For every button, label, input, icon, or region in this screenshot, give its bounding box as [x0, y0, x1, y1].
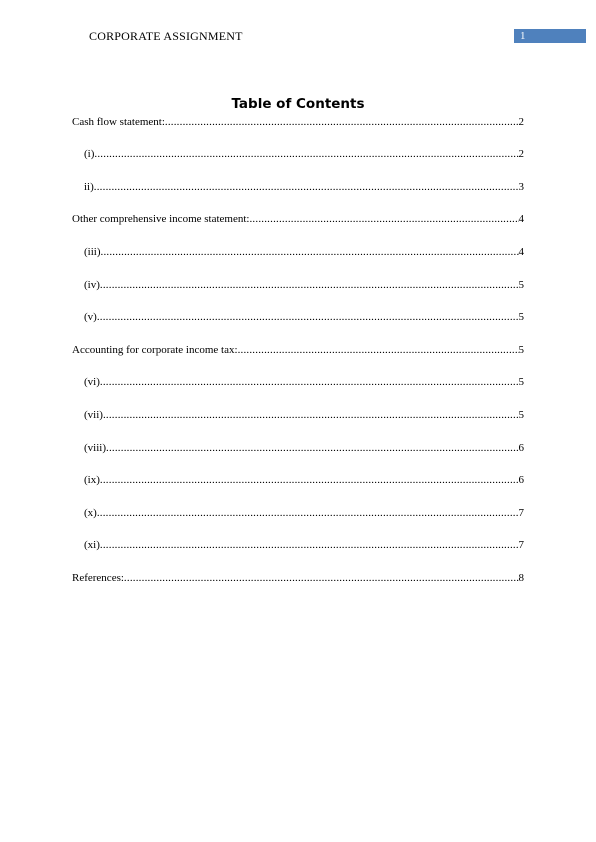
toc-leader-dots [124, 572, 519, 585]
toc-entry-label: Other comprehensive income statement: [72, 213, 250, 225]
toc-entry-label: (vi) [84, 376, 100, 388]
toc-entry-xi[interactable] [84, 539, 524, 552]
toc-entry-label: ii) [84, 181, 94, 193]
toc-entry-x[interactable] [84, 507, 524, 520]
toc-entry-label: (iv) [84, 279, 100, 291]
toc-leader-dots [238, 344, 519, 357]
toc-entry-label: References: [72, 572, 124, 584]
toc-entry-page: 3 [518, 181, 524, 193]
toc-entry-page: 7 [518, 539, 524, 551]
toc-entry-page: 5 [518, 344, 524, 356]
toc-leader-dots [97, 507, 519, 520]
toc-entry-page: 2 [518, 116, 524, 128]
toc-entry-cash-flow-statement[interactable] [72, 116, 524, 129]
toc-entry-label: (x) [84, 507, 97, 519]
toc-leader-dots [106, 442, 519, 455]
toc-leader-dots [100, 279, 519, 292]
toc-leader-dots [100, 474, 519, 487]
toc-entry-iv[interactable] [84, 279, 524, 292]
toc-entry-page: 6 [518, 442, 524, 454]
toc-entry-page: 7 [518, 507, 524, 519]
toc-leader-dots [101, 246, 519, 259]
toc-entry-other-comprehensive-income[interactable] [72, 213, 524, 226]
header-title: CORPORATE ASSIGNMENT [89, 29, 243, 43]
toc-entry-page: 5 [518, 279, 524, 291]
toc-entry-label: Cash flow statement: [72, 116, 165, 128]
toc-entry-ix[interactable] [84, 474, 524, 487]
toc-heading: Table of Contents [231, 96, 365, 112]
toc-leader-dots [103, 409, 519, 422]
toc-leader-dots [249, 213, 518, 226]
toc-leader-dots [100, 376, 519, 389]
toc-entry-page: 6 [518, 474, 524, 486]
toc-entry-iii[interactable] [84, 246, 524, 259]
toc-entry-page: 4 [518, 246, 524, 258]
toc-entry-label: (viii) [84, 442, 106, 454]
toc-leader-dots [97, 311, 519, 324]
toc-entry-viii[interactable] [84, 442, 524, 455]
toc-leader-dots [165, 116, 519, 129]
toc-entry-page: 4 [518, 213, 524, 225]
toc-leader-dots [94, 181, 519, 194]
toc-entry-ii[interactable] [84, 181, 524, 194]
toc-entry-label: (xi) [84, 539, 100, 551]
toc-entry-v[interactable] [84, 311, 524, 324]
toc-entry-label: (v) [84, 311, 97, 323]
toc-entry-page: 5 [518, 311, 524, 323]
toc-entry-label: (vii) [84, 409, 103, 421]
toc-entry-label: (i) [84, 148, 95, 160]
toc-entry-page: 5 [518, 376, 524, 388]
toc-entry-label: Accounting for corporate income tax: [72, 344, 238, 356]
toc-entry-page: 8 [518, 572, 524, 584]
toc-entry-page: 5 [518, 409, 524, 421]
toc-entry-accounting-corporate-income-tax[interactable] [72, 344, 524, 357]
page-number-badge: 1 [514, 29, 586, 43]
toc-entry-vii[interactable] [84, 409, 524, 422]
toc-entry-page: 2 [518, 148, 524, 160]
toc-entry-label: (iii) [84, 246, 101, 258]
toc-entry-vi[interactable] [84, 376, 524, 389]
toc-entry-references[interactable] [72, 572, 524, 585]
toc-leader-dots [100, 539, 519, 552]
toc-leader-dots [94, 148, 518, 161]
toc-entry-label: (ix) [84, 474, 100, 486]
toc-entry-i[interactable] [84, 148, 524, 161]
